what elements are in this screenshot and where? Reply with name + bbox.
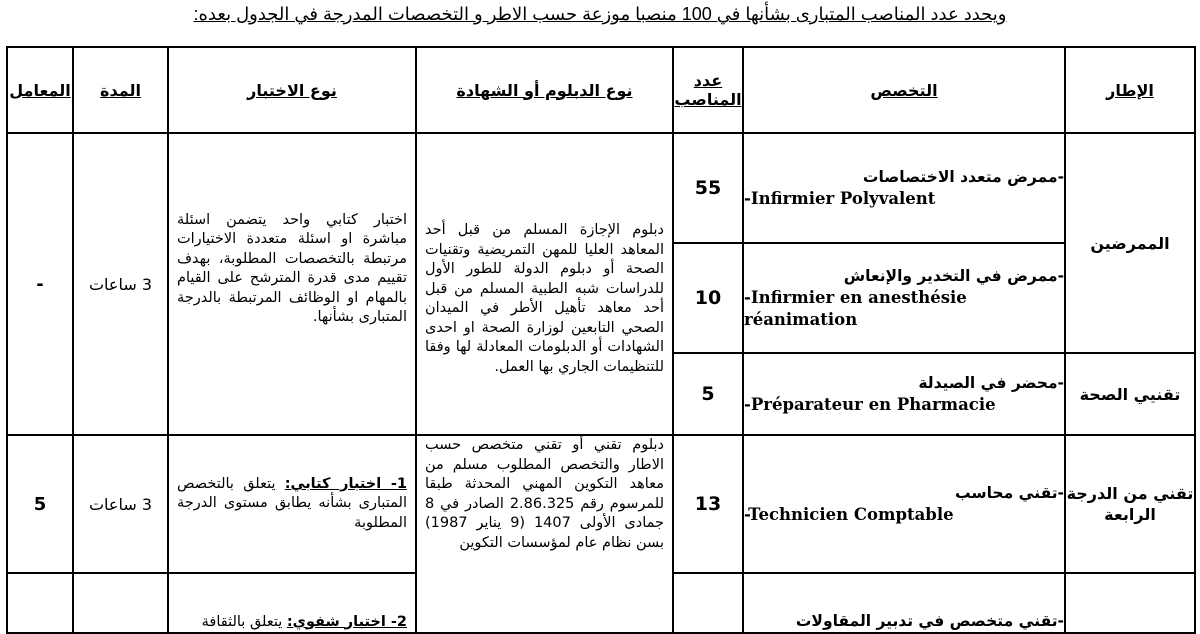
exam-cell <box>168 435 416 573</box>
header-diploma: نوع الدبلوم أو الشهادة <box>416 47 673 133</box>
header-row <box>7 47 1195 133</box>
specialty-ar: -تقني متخصص في تدبير المقاولات <box>795 612 1064 630</box>
intro-line: ويحدد عدد المناصب المتبارى بشأنها في 100 منصبا موزعة حسب الاطر و التخصصات المدرجة في الجدول بعده: <box>193 4 1007 24</box>
exam-cell <box>168 573 416 633</box>
coefficient-cell: 5 <box>7 435 73 573</box>
specialty-fr: -Infirmier en anesthésie réanimation <box>744 288 967 329</box>
specialty-ar: -تقني محاسب <box>954 484 1064 502</box>
positions-count <box>673 573 743 633</box>
coefficient-cell <box>7 573 73 633</box>
diploma-text: دبلوم الإجازة المسلم من قبل أحد المعاهد العليا للمهن التمريضية وتقنيات الصحة أو دبلوم الدولة للطور الأول للدراسات شبه الطبية المسلم من قبل أحد معاهد تأهيل الأطر في الميدان الصحي التابعين لوزارة الصحة او احدى الشهادات أو الدبلومات المعادلة لها وفقا للتنظيمات الجاري بها العمل. <box>425 222 664 375</box>
exam-text: اختبار كتابي واحد يتضمن اسئلة مباشرة او اسئلة متعددة الاختيارات مرتبطة بالتخصصات المطلوبة، بهدف تقييم مدى قدرة المترشح على القيام بالمهام او الوظائف المرتبطة بالدرجة المتبارى بشأنها. <box>177 211 407 325</box>
specialty-ar: -محضر في الصيدلة <box>918 374 1064 392</box>
table-row <box>7 435 1195 573</box>
header-specialty: التخصص <box>743 47 1065 133</box>
exam-body: يتعلق بالثقافة <box>201 613 283 630</box>
duration-cell: 3 ساعات <box>73 133 168 435</box>
duration-cell: 3 ساعات <box>73 435 168 573</box>
specialty-fr: -Préparateur en Pharmacie <box>744 395 996 414</box>
specialty-ar: -ممرض متعدد الاختصاصات <box>862 168 1064 186</box>
duration-cell <box>73 573 168 633</box>
specialty-cell <box>743 353 1065 435</box>
corps-tech-grade4: تقني من الدرجة الرابعة <box>1065 435 1195 573</box>
specialty-cell <box>743 573 1065 633</box>
positions-count: 5 <box>673 353 743 435</box>
exam-cell <box>168 133 416 435</box>
positions-count: 10 <box>673 243 743 353</box>
table-row <box>7 133 1195 243</box>
positions-table <box>6 46 1196 634</box>
specialty-ar: -ممرض في التخدير والإنعاش <box>843 267 1064 285</box>
specialty-fr: -Technicien Comptable <box>744 505 954 524</box>
header-corps: الإطار <box>1065 47 1195 133</box>
specialty-cell <box>743 133 1065 243</box>
header-positions: عدد المناصب <box>673 47 743 133</box>
exam-title: 1- اختبار كتابي: <box>284 475 407 492</box>
diploma-cell <box>416 435 673 633</box>
header-exam: نوع الاختبار <box>168 47 416 133</box>
exam-text <box>169 613 415 633</box>
specialty-fr: -Infirmier Polyvalent <box>744 189 936 208</box>
corps-nurses: الممرضين <box>1065 133 1195 353</box>
specialty-cell <box>743 435 1065 573</box>
header-coefficient: المعامل <box>7 47 73 133</box>
coefficient-cell: - <box>7 133 73 435</box>
diploma-cell <box>416 133 673 435</box>
exam-text <box>169 475 415 534</box>
exam-title: 2- اختبار شفوي: <box>286 613 407 630</box>
diploma-text: دبلوم تقني أو تقني متخصص حسب الاطار والتخصص المطلوب مسلم من معاهد التكوين المهني المحدثة طبقا للمرسوم رقم 2.86.325 الصادر في 8 جمادى الأولى 1407 (9 يناير 1987) بسن نظام عام لمؤسسات التكوين <box>425 437 664 551</box>
exam-body: يتعلق بالتخصص المتبارى بشأنه يطابق مستوى الدرجة المطلوبة <box>177 475 407 531</box>
specialty-cell <box>743 243 1065 353</box>
corps-health-tech: تقنيي الصحة <box>1065 353 1195 435</box>
positions-count: 13 <box>673 435 743 573</box>
positions-count: 55 <box>673 133 743 243</box>
corps-cell <box>1065 573 1195 633</box>
header-duration: المدة <box>73 47 168 133</box>
